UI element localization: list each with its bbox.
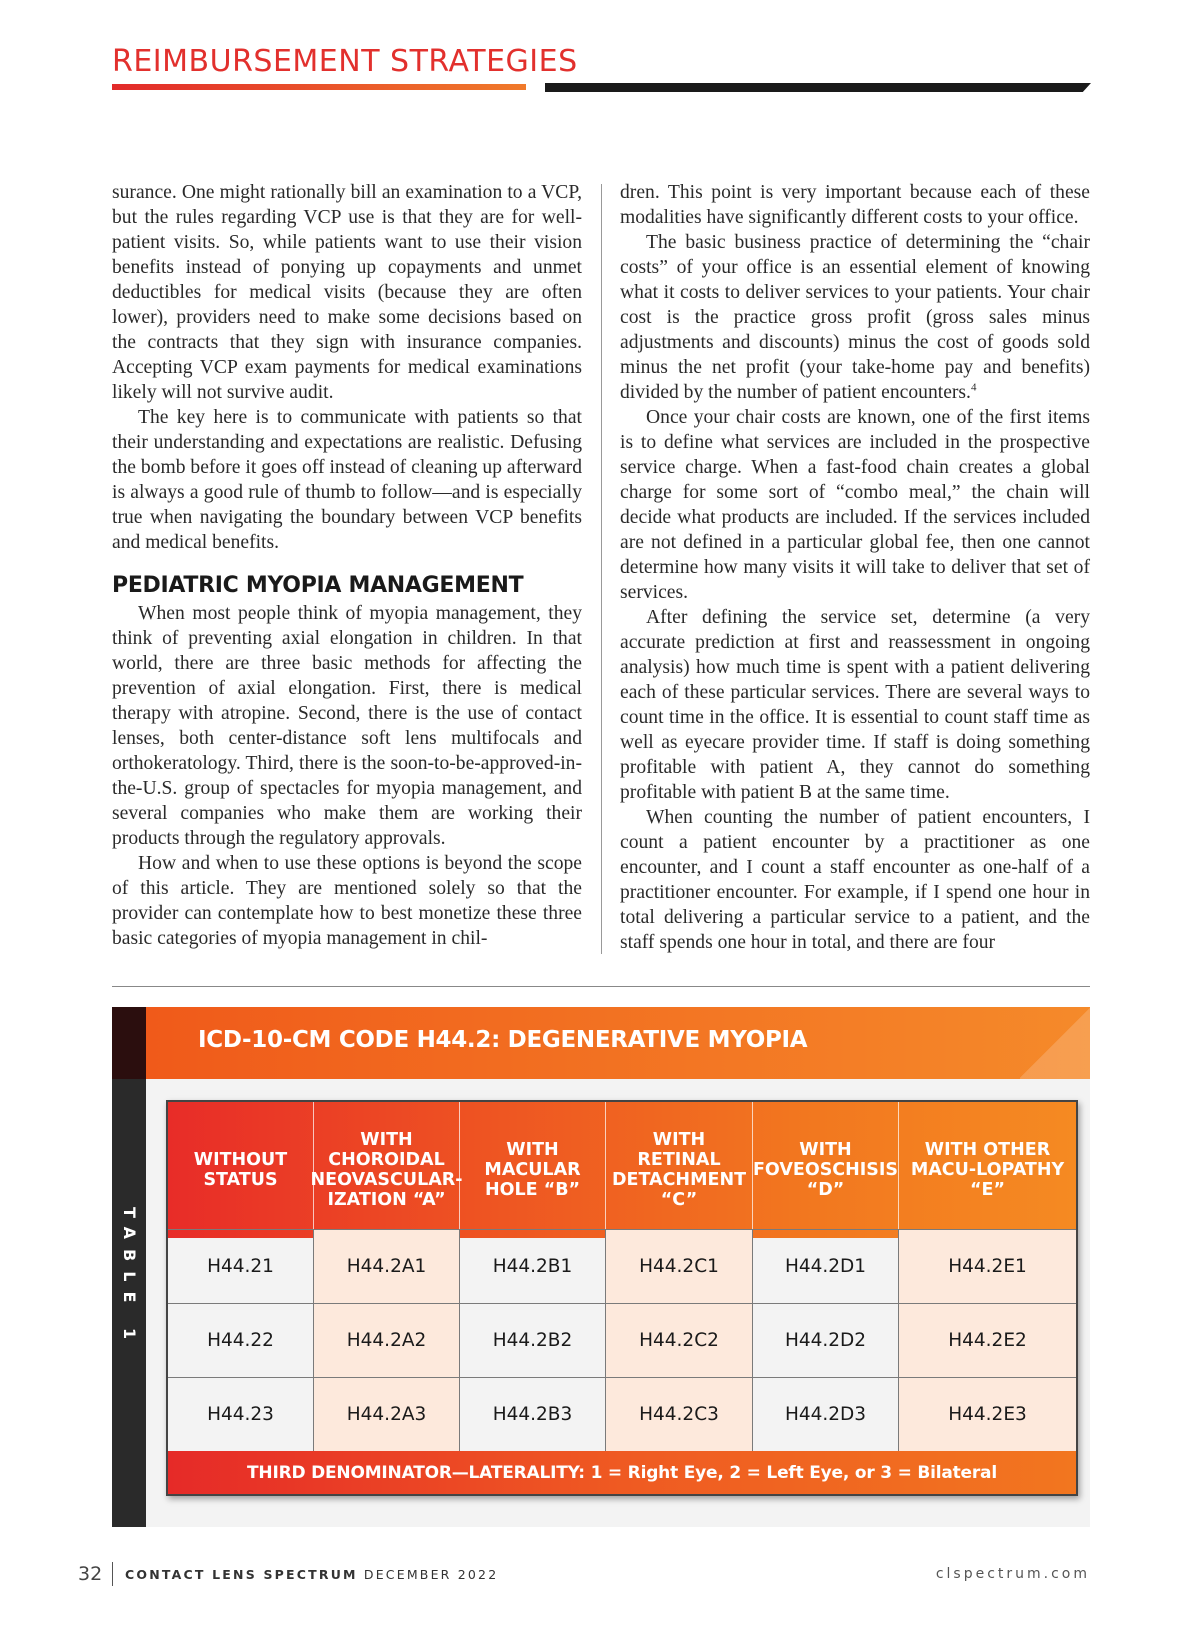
footer-url: clspectrum.com [935, 1566, 1090, 1582]
grid-header-row [168, 1102, 1076, 1238]
magazine-name: CONTACT LENS SPECTRUM [125, 1567, 358, 1582]
right-paragraph-1: dren. This point is very important because each of these modalities have significantly different costs to your office. [620, 182, 1090, 228]
table-row [168, 1377, 1076, 1451]
right-column [620, 180, 1090, 955]
column-divider [601, 184, 602, 954]
right-paragraph-5: When counting the number of patient encounters, I count a patient encounter by a practitioner as one encounter, and I count a staff encounter as one-half of a practitioner encounter. For example, if I spend one hour in total delivering a particular service to a patient, and the staff spends one hour in total, and there are four [620, 807, 1090, 953]
table-cell: H44.21 [168, 1230, 314, 1303]
table-cell: H44.2A2 [314, 1304, 460, 1377]
code-grid [166, 1100, 1078, 1496]
right-paragraph-2-text: The basic business practice of determining the “chair costs” of your office is an essential element of knowing what it costs to deliver services to your patients. Your chair cost is the practice gross profit (gross sales minus adjustments and discounts) minus the cost of goods sold minus the net profit (your take-home pay and benefits) divided by the number of patient encounters. [620, 232, 1090, 403]
left-paragraph-2: The key here is to communicate with patients so that their understanding and expectations are realistic. Defusing the bomb before it goes off instead of cleaning up afterward is always a good rule of thumb to follow—and is especially true when navigating the boundary between VCP benefits and medical benefits. [112, 407, 582, 553]
table-cell: H44.2D1 [753, 1230, 899, 1303]
issue-date: DECEMBER 2022 [363, 1567, 499, 1582]
table-cell: H44.2B1 [460, 1230, 606, 1303]
table-row [168, 1303, 1076, 1377]
header-cell-macular-hole: WITH MACULAR HOLE “B” [460, 1102, 606, 1238]
table-cell: H44.2D2 [753, 1304, 899, 1377]
table-cell: H44.2C3 [606, 1378, 753, 1451]
table-side-strip-top [112, 1007, 146, 1079]
header-rule [545, 83, 1091, 92]
section-title-underline [112, 84, 526, 90]
table-cell: H44.2B3 [460, 1378, 606, 1451]
table-cell: H44.2A3 [314, 1378, 460, 1451]
reference-superscript: 4 [970, 381, 977, 394]
footer-separator [112, 1562, 113, 1586]
table-cell: H44.23 [168, 1378, 314, 1451]
table-row [168, 1229, 1076, 1303]
table-cell: H44.2D3 [753, 1378, 899, 1451]
footer-magazine [125, 1567, 498, 1582]
table-cell: H44.2E1 [899, 1230, 1076, 1303]
page-number: 32 [78, 1563, 103, 1585]
table-cell: H44.2C1 [606, 1230, 753, 1303]
left-paragraph-4: How and when to use these options is beyond the scope of this article. They are mentioned solely so that the provider can contemplate how to best monetize these three basic categories of myopia management in chil- [112, 853, 582, 949]
table-title-bar [146, 1007, 1090, 1079]
table-cell: H44.2E2 [899, 1304, 1076, 1377]
right-paragraph-3: Once your chair costs are known, one of the first items is to define what services are included in the prospective service charge. When a fast-food chain creates a global charge for some sort of “combo meal,” the chain will decide what products are included. If the services included are not defined in a particular global fee, then one cannot determine how many visits it will take to deliver that set of services. [620, 407, 1090, 603]
table-top-rule [112, 986, 1090, 987]
header-cell-foveoschisis: WITH FOVEOSCHISIS “D” [753, 1102, 899, 1238]
table-side-label: TABLE 1 [120, 1207, 139, 1350]
right-paragraph-2 [620, 230, 1090, 405]
table-title: ICD-10-CM CODE H44.2: DEGENERATIVE MYOPIA [198, 1027, 808, 1053]
section-heading: PEDIATRIC MYOPIA MANAGEMENT [112, 573, 524, 598]
header-cell-without-status: WITHOUT STATUS [168, 1102, 314, 1238]
table-cell: H44.2B2 [460, 1304, 606, 1377]
laterality-footer: THIRD DENOMINATOR—LATERALITY: 1 = Right Eye, 2 = Left Eye, or 3 = Bilateral [168, 1451, 1076, 1494]
section-title: REIMBURSEMENT STRATEGIES [112, 44, 578, 79]
right-paragraph-4: After defining the service set, determine (a very accurate prediction at first and reassessment in ongoing analysis) how much time is spent with a patient delivering each of these particular services. There are several ways to count time in the office. It is essential to count staff time as well as eyecare provider time. If staff is doing something profitable with patient A, they cannot do something profitable with patient B at the same time. [620, 607, 1090, 803]
table-cell: H44.2C2 [606, 1304, 753, 1377]
table-1 [112, 1007, 1090, 1527]
left-paragraph-3: When most people think of myopia management, they think of preventing axial elongation in children. In that world, there are three basic methods for affecting the prevention of axial elongation. First, there is medical therapy with atropine. Second, there is the use of contact lenses, both center-distance soft lens multifocals and orthokeratology. Third, there is the soon-to-be-approved-in-the-U.S. group of spectacles for myopia management, and several companies who make them are working their products through the regulatory approvals. [112, 603, 582, 849]
left-paragraph-1: surance. One might rationally bill an examination to a VCP, but the rules regarding VCP use is that they are for well-patient visits. So, while patients want to use their vision benefits instead of ponying up copayments and unmet deductibles for medical visits (because they are often lower), providers need to make some decisions based on the contracts that they sign with insurance companies. Accepting VCP exam payments for medical examinations likely will not survive audit. [112, 182, 582, 403]
header-cell-retinal-detachment: WITH RETINAL DETACHMENT “C” [606, 1102, 753, 1238]
table-cell: H44.2E3 [899, 1378, 1076, 1451]
table-cell: H44.2A1 [314, 1230, 460, 1303]
left-column [112, 180, 582, 951]
header-cell-choroidal: WITH CHOROIDAL NEOVASCULAR-IZATION “A” [314, 1102, 460, 1238]
header-cell-other-maculopathy: WITH OTHER MACU-LOPATHY “E” [910, 1140, 1065, 1200]
table-cell: H44.22 [168, 1304, 314, 1377]
